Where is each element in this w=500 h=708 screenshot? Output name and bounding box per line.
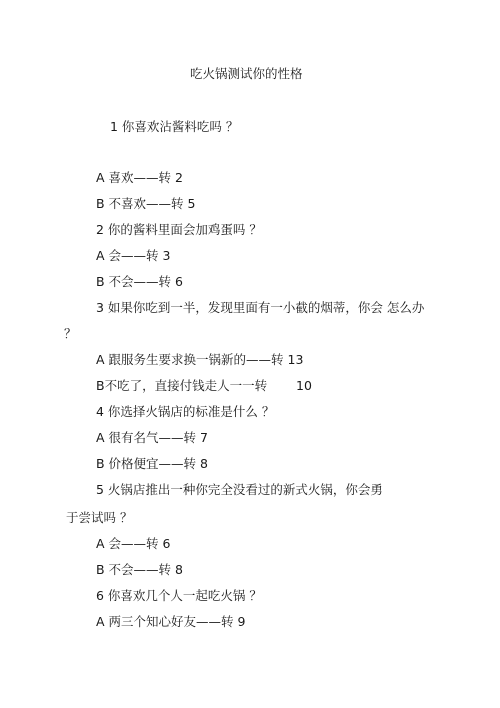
- question-1: 1 你喜欢沾酱料吃吗 ？: [110, 119, 239, 134]
- answer-3a: A 跟服务生要求换一锅新的——转 13: [96, 352, 304, 367]
- question-3: 3 如果你吃到一半，发现里面有一小截的烟蒂，你会 怎么办: [96, 300, 425, 315]
- answer-6a: A 两三个知心好友——转 9: [96, 614, 246, 629]
- answer-2a: A 会——转 3: [96, 248, 171, 263]
- answer-1b: B 不喜欢——转 5: [96, 196, 196, 211]
- question-2: 2 你的酱料里面会加鸡蛋吗 ？: [96, 222, 262, 237]
- answer-1a: A 喜欢——转 2: [96, 170, 183, 185]
- question-5-continuation: 于尝试吗 ？: [66, 510, 133, 525]
- question-4: 4 你选择火锅店的标准是什么 ？: [96, 404, 275, 419]
- answer-4b: B 价格便宜——转 8: [96, 456, 208, 471]
- answer-5a: A 会——转 6: [96, 536, 171, 551]
- answer-3b: B不吃了，直接付钱走人一一转: [96, 378, 268, 393]
- answer-5b: B 不会——转 8: [96, 562, 183, 577]
- question-3-continuation: ？: [64, 326, 77, 341]
- document-title: 吃火锅测试你的性格: [190, 66, 303, 81]
- question-6: 6 你喜欢几个人一起吃火锅 ？: [96, 588, 262, 603]
- answer-2b: B 不会——转 6: [96, 274, 183, 289]
- answer-4a: A 很有名气——转 7: [96, 430, 208, 445]
- answer-3b-number: 10: [296, 378, 312, 393]
- question-5: 5 火锅店推出一种你完全没看过的新式火锅，你会勇: [96, 482, 383, 497]
